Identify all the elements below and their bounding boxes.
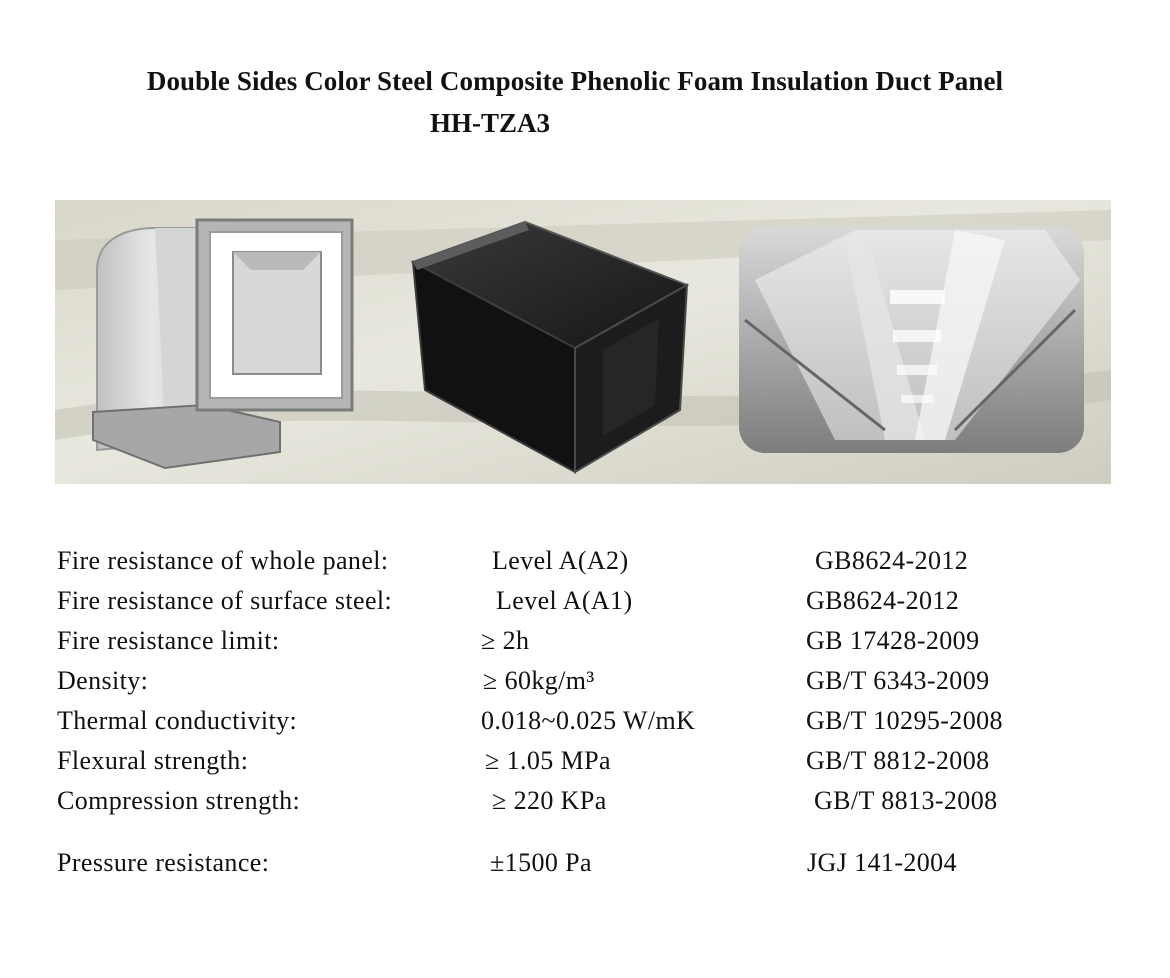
spec-property: Flexural strength: — [57, 746, 249, 775]
spec-standard: GB8624-2012 — [806, 586, 960, 615]
spec-value: Level A(A2) — [492, 546, 629, 575]
spec-value: ≥ 220 KPa — [492, 786, 607, 815]
spec-standard: GB/T 6343-2009 — [806, 666, 990, 695]
spec-property: Fire resistance of whole panel: — [57, 546, 389, 575]
spec-value: ≥ 60kg/m³ — [483, 666, 595, 695]
spec-standard: GB/T 8812-2008 — [806, 746, 990, 775]
spec-standard: GB8624-2012 — [815, 546, 969, 575]
spec-property: Fire resistance of surface steel: — [57, 586, 393, 615]
spec-value: ≥ 1.05 MPa — [485, 746, 611, 775]
spec-property: Fire resistance limit: — [57, 626, 280, 655]
spec-value: 0.018~0.025 W/mK — [481, 706, 696, 735]
spec-property: Density: — [57, 666, 149, 695]
spec-value: ±1500 Pa — [490, 848, 592, 877]
spec-standard: GB/T 8813-2008 — [814, 786, 998, 815]
spec-standard: JGJ 141-2004 — [807, 848, 957, 877]
model-number: HH-TZA3 — [430, 108, 551, 138]
spec-value: ≥ 2h — [481, 626, 530, 655]
spec-standard: GB 17428-2009 — [806, 626, 980, 655]
spec-standard: GB/T 10295-2008 — [806, 706, 1003, 735]
document-title: Double Sides Color Steel Composite Phenolic Foam Insulation Duct Panel — [146, 66, 1004, 96]
spec-property: Thermal conductivity: — [57, 706, 298, 735]
spec-property: Compression strength: — [57, 786, 301, 815]
spec-property: Pressure resistance: — [57, 848, 270, 877]
spec-value: Level A(A1) — [496, 586, 633, 615]
installed-duct-photo — [739, 227, 1084, 453]
product-banner — [55, 200, 1111, 484]
